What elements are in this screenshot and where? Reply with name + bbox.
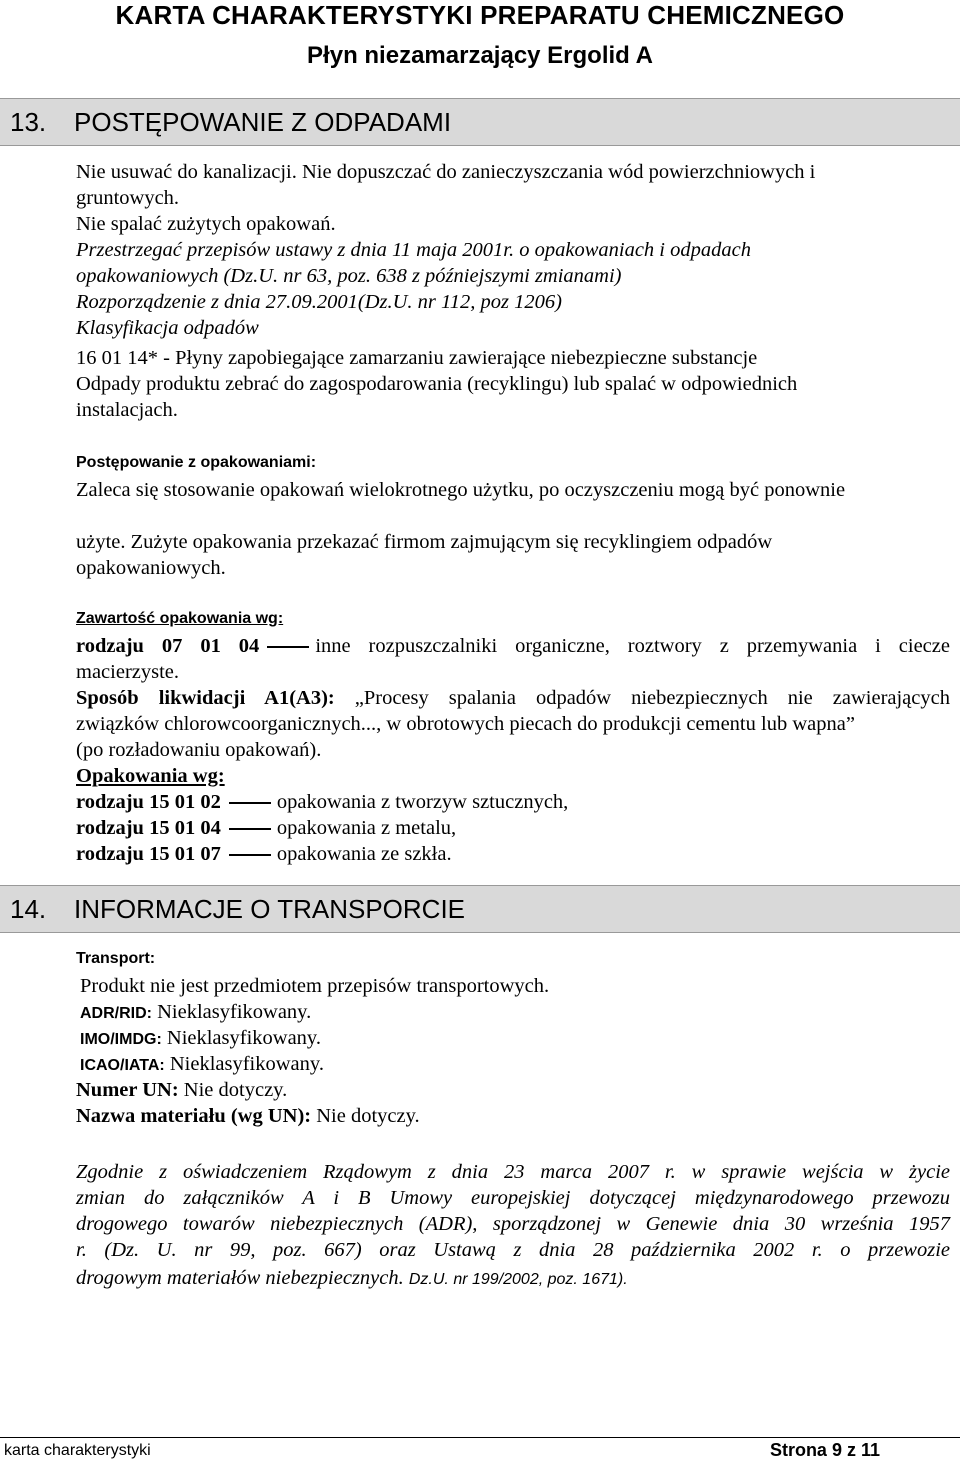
packaging-item xyxy=(76,816,456,840)
paragraph-line: (po rozładowaniu opakowań). xyxy=(76,739,322,761)
note-line xyxy=(76,1266,628,1292)
imo-value: Nieklasyfikowany. xyxy=(166,1027,321,1049)
un-value: Nie dotyczy. xyxy=(183,1079,288,1101)
section-14-header xyxy=(0,885,960,933)
imo-row xyxy=(80,1026,321,1052)
packaging-code: rodzaju 15 01 04 xyxy=(76,817,221,839)
disposal-line xyxy=(76,686,950,710)
paragraph-line: Nie usuwać do kanalizacji. Nie dopuszczać do zanieczyszczania wód powierzchniowych i xyxy=(76,161,816,183)
material-name-label: Nazwa materiału (wg UN): xyxy=(76,1105,312,1127)
section-13-number: 13. xyxy=(10,107,47,137)
package-content-line xyxy=(76,634,950,658)
packaging-code: rodzaju 15 01 07 xyxy=(76,843,221,865)
transport-label: Transport: xyxy=(76,950,156,967)
paragraph-line: związków chlorowcoorganicznych..., w obrotowych piecach do produkcji cementu lub wapna” xyxy=(76,713,855,735)
paragraph-line: użyte. Zużyte opakowania przekazać firmom zajmującym się recyklingiem odpadów xyxy=(76,531,773,553)
adr-row xyxy=(80,1000,311,1026)
waste-code: rodzaju 07 01 04 xyxy=(76,635,260,657)
dash-rule xyxy=(229,802,271,804)
paragraph-line: Zaleca się stosowanie opakowań wielokrotnego użytku, po oczyszczeniu mogą być ponownie xyxy=(76,479,846,501)
disposal-text: „Procesy spalania odpadów niebezpiecznych nie zawierających xyxy=(354,687,950,709)
note-line: Zgodnie z oświadczeniem Rządowym z dnia 23 marca 2007 r. w sprawie wejścia w życie xyxy=(76,1161,950,1183)
adr-value: Nieklasyfikowany. xyxy=(157,1001,312,1023)
dash-rule xyxy=(229,828,271,830)
icao-label: ICAO/IATA: xyxy=(80,1057,165,1074)
icao-row xyxy=(80,1052,324,1078)
section-14-number: 14. xyxy=(10,894,47,924)
dash-rule xyxy=(267,646,309,648)
note-line: drogowego towarów niebezpiecznych (ADR), sporządzonej w Genewie dnia 30 września 1957 xyxy=(76,1213,950,1235)
packaging-code: rodzaju 15 01 02 xyxy=(76,791,221,813)
un-number-row xyxy=(76,1078,287,1102)
paragraph-line: macierzyste. xyxy=(76,661,180,683)
packaging-desc: opakowania z metalu, xyxy=(276,817,457,839)
icao-value: Nieklasyfikowany. xyxy=(169,1053,324,1075)
paragraph-line: Produkt nie jest przedmiotem przepisów transportowych. xyxy=(80,975,550,997)
material-name-value: Nie dotyczy. xyxy=(316,1105,420,1127)
packaging-item xyxy=(76,790,568,814)
paragraph-line: Nie spalać zużytych opakowań. xyxy=(76,213,336,235)
note-text: drogowym materiałów niebezpiecznych. xyxy=(76,1267,404,1289)
note-line: r. (Dz. U. nr 99, poz. 667) oraz Ustawą z dnia 28 października 2002 r. o przewozie xyxy=(76,1239,950,1261)
material-name-row xyxy=(76,1104,420,1128)
paragraph-line: 16 01 14* - Płyny zapobiegające zamarzaniu zawierające niebezpieczne substancje xyxy=(76,347,758,369)
disposal-label: Sposób likwidacji A1(A3): xyxy=(76,687,335,709)
package-content-label: Zawartość opakowania wg: xyxy=(76,610,284,627)
packaging-handling-label: Postępowanie z opakowaniami: xyxy=(76,454,317,471)
paragraph-line: Odpady produktu zebrać do zagospodarowania (recyklingu) lub spalać w odpowiednich xyxy=(76,373,798,395)
un-label: Numer UN: xyxy=(76,1079,179,1101)
packaging-desc: opakowania ze szkła. xyxy=(276,843,452,865)
section-13-header xyxy=(0,98,960,146)
paragraph-line: gruntowych. xyxy=(76,187,180,209)
paragraph-line: opakowaniowych (Dz.U. nr 63, poz. 638 z późniejszymi zmianami) xyxy=(76,265,622,287)
packaging-desc: opakowania z tworzyw sztucznych, xyxy=(276,791,569,813)
dash-rule xyxy=(229,854,271,856)
document-subtitle: Płyn niezamarzający Ergolid A xyxy=(307,42,653,69)
paragraph-line: Klasyfikacja odpadów xyxy=(76,317,259,339)
packaging-label: Opakowania wg: xyxy=(76,765,225,787)
adr-label: ADR/RID: xyxy=(80,1005,152,1022)
note-line: zmian do załączników A i B Umowy europejskiej dotyczącej międzynarodowego przewozu xyxy=(76,1187,950,1209)
section-13-title: POSTĘPOWANIE Z ODPADAMI xyxy=(74,107,452,137)
page-number: Strona 9 z 11 xyxy=(769,1440,880,1460)
paragraph-line: opakowaniowych. xyxy=(76,557,226,579)
paragraph-line: Przestrzegać przepisów ustawy z dnia 11 maja 2001r. o opakowaniach i odpadach xyxy=(76,239,751,261)
footer-rule xyxy=(0,1437,960,1438)
paragraph-line: instalacjach. xyxy=(76,399,178,421)
note-reference: Dz.U. nr 199/2002, poz. 1671). xyxy=(408,1271,628,1288)
imo-label: IMO/IMDG: xyxy=(80,1031,162,1048)
document-title: KARTA CHARAKTERYSTYKI PREPARATU CHEMICZNEGO xyxy=(115,0,845,30)
section-14-title: INFORMACJE O TRANSPORCIE xyxy=(74,894,466,924)
waste-desc: inne rozpuszczalniki organiczne, roztwory z przemywania i ciecze xyxy=(315,635,950,657)
paragraph-line: Rozporządzenie z dnia 27.09.2001(Dz.U. nr 112, poz 1206) xyxy=(76,291,562,313)
footer-left: karta charakterystyki xyxy=(4,1442,151,1459)
packaging-item xyxy=(76,842,452,866)
